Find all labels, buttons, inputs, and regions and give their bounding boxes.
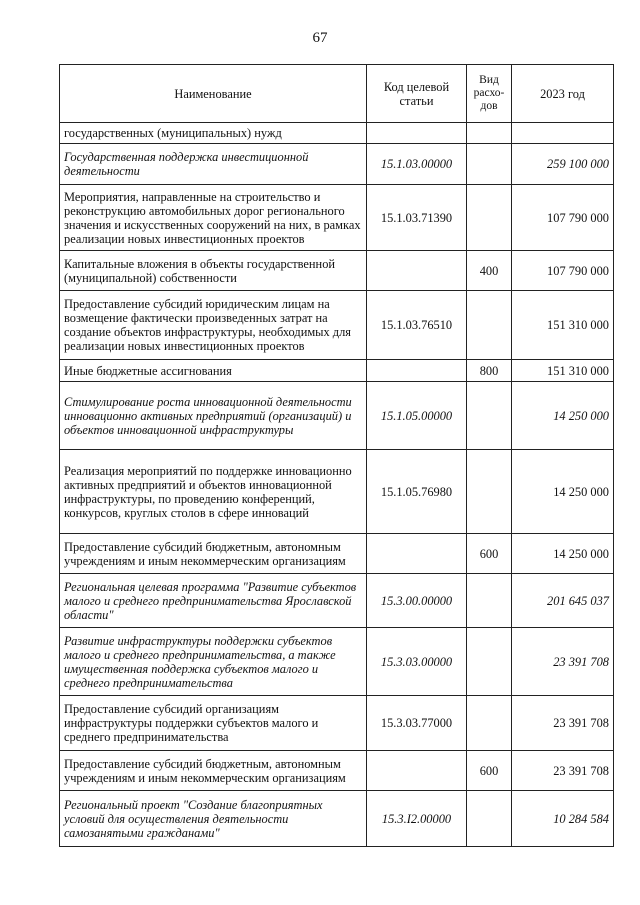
row-code: 15.1.05.76980 [367,450,467,534]
table-row [60,123,614,144]
row-amount: 259 100 000 [512,144,614,185]
row-type [467,291,512,360]
row-amount: 23 391 708 [512,751,614,791]
row-name: Предоставление субсидий юридическим лицам на возмещение фактически произведенных затрат на создание объектов инфраструктуры, необходимых для реализации новых инвестиционных проектов [60,291,367,360]
table-row [60,360,614,382]
row-code: 15.3.03.00000 [367,628,467,696]
row-amount: 151 310 000 [512,360,614,382]
row-type: 800 [467,360,512,382]
row-amount: 107 790 000 [512,185,614,251]
row-name: Иные бюджетные ассигнования [60,360,367,382]
row-name: Региональная целевая программа "Развитие субъектов малого и среднего предпринимательства Ярославской области" [60,574,367,628]
page-number: 67 [312,30,328,46]
row-amount: 23 391 708 [512,628,614,696]
row-amount: 14 250 000 [512,450,614,534]
row-amount: 151 310 000 [512,291,614,360]
row-code: 15.3.I2.00000 [367,791,467,847]
row-type: 600 [467,751,512,791]
table-row [60,696,614,751]
table-row [60,574,614,628]
table-row [60,450,614,534]
row-amount: 10 284 584 [512,791,614,847]
table-header-row [60,65,614,123]
table-row [60,251,614,291]
row-name: Региональный проект "Создание благоприятных условий для осуществления деятельности самозанятыми гражданами" [60,791,367,847]
row-amount: 201 645 037 [512,574,614,628]
row-amount: 107 790 000 [512,251,614,291]
row-type [467,696,512,751]
row-name: Капитальные вложения в объекты государственной (муниципальной) собственности [60,251,367,291]
header-name: Наименование [60,65,367,123]
header-type: Вид расхо-дов [467,65,512,123]
row-code [367,251,467,291]
row-code: 15.3.00.00000 [367,574,467,628]
row-type: 600 [467,534,512,574]
row-name: Государственная поддержка инвестиционной деятельности [60,144,367,185]
row-type [467,185,512,251]
row-type [467,574,512,628]
row-code: 15.1.03.76510 [367,291,467,360]
table-row [60,751,614,791]
table-row [60,185,614,251]
row-name: Стимулирование роста инновационной деятельности инновационно активных предприятий (организаций) и объектов инновационной инфраструктуры [60,382,367,450]
row-code [367,360,467,382]
row-type: 400 [467,251,512,291]
row-name: Предоставление субсидий организациям инфраструктуры поддержки субъектов малого и среднего предпринимательства [60,696,367,751]
row-name: государственных (муниципальных) нужд [60,123,367,144]
header-code: Код целевой статьи [367,65,467,123]
row-name: Мероприятия, направленные на строительство и реконструкцию автомобильных дорог регионального значения и искусственных сооружений на них, в рамках реализации новых инвестиционных проектов [60,185,367,251]
budget-table [59,64,614,847]
row-amount [512,123,614,144]
row-code: 15.1.03.71390 [367,185,467,251]
header-year: 2023 год [512,65,614,123]
row-code [367,534,467,574]
table-row [60,382,614,450]
row-code: 15.1.05.00000 [367,382,467,450]
row-amount: 23 391 708 [512,696,614,751]
row-amount: 14 250 000 [512,382,614,450]
row-type [467,791,512,847]
table-row [60,791,614,847]
row-name: Предоставление субсидий бюджетным, автономным учреждениям и иным некоммерческим организациям [60,751,367,791]
row-type [467,382,512,450]
row-name: Реализация мероприятий по поддержке инновационно активных предприятий и объектов инновационной инфраструктуры, по проведению конференций, конкурсов, круглых столов в сфере инноваций [60,450,367,534]
table-row [60,291,614,360]
row-code: 15.3.03.77000 [367,696,467,751]
row-type [467,123,512,144]
row-code [367,123,467,144]
row-code: 15.1.03.00000 [367,144,467,185]
row-name: Развитие инфраструктуры поддержки субъектов малого и среднего предпринимательства, а также имущественная поддержка субъектов малого и среднего предпринимательства [60,628,367,696]
table-row [60,628,614,696]
row-amount: 14 250 000 [512,534,614,574]
table-row [60,534,614,574]
row-type [467,450,512,534]
row-code [367,751,467,791]
row-type [467,628,512,696]
row-name: Предоставление субсидий бюджетным, автономным учреждениям и иным некоммерческим организациям [60,534,367,574]
row-type [467,144,512,185]
table-row [60,144,614,185]
